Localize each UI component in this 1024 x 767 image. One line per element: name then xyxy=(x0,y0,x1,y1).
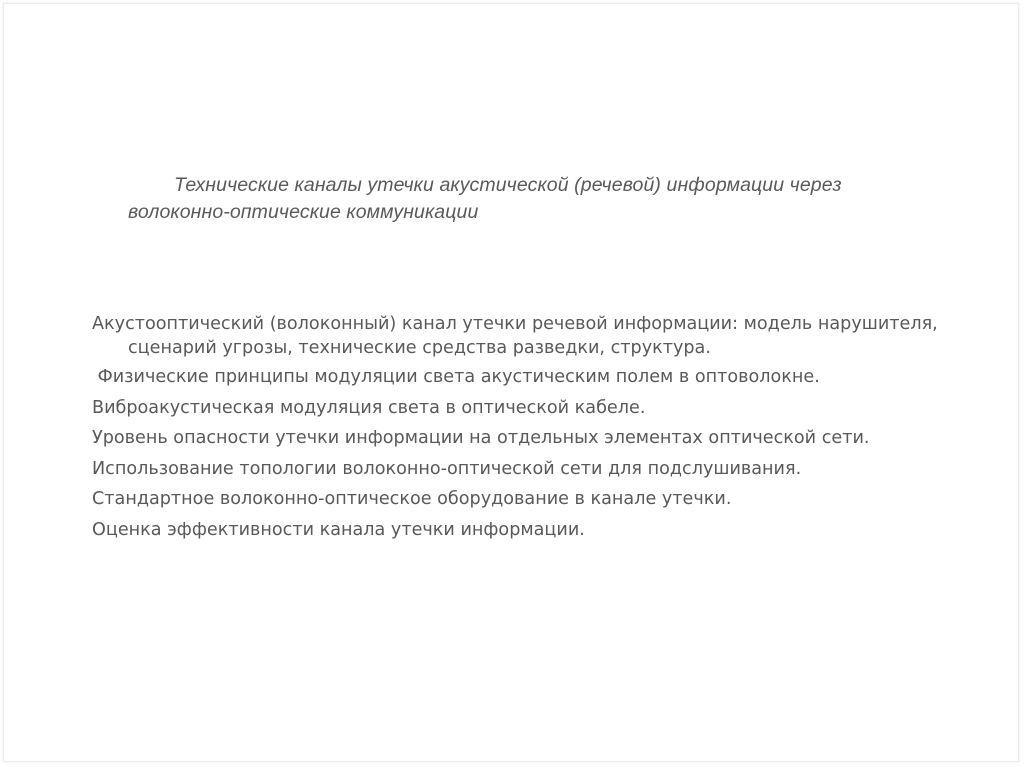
list-item: Оценка эффективности канала утечки информации. xyxy=(92,519,585,540)
list-item: Стандартное волоконно-оптическое оборудование в канале утечки. xyxy=(92,489,732,509)
slide-title: Технические каналы утечки акустической (речевой) информации через волоконно-оптические коммуникации xyxy=(128,174,842,223)
topic-list xyxy=(92,312,952,548)
list-item: Уровень опасности утечки информации на отдельных элементах оптической сети. xyxy=(92,428,870,448)
list-item: Акустооптический (волоконный) канал утечки речевой информации: модель нарушителя, сценарий угрозы, технические средства разведки, структура. xyxy=(92,314,938,358)
list-item: Использование топологии волоконно-оптической сети для подслушивания. xyxy=(92,458,802,479)
list-item: Виброакустическая модуляция света в оптической кабеле. xyxy=(92,397,646,418)
list-item: Физические принципы модуляции света акустическим полем в оптоволокне. xyxy=(92,367,820,387)
